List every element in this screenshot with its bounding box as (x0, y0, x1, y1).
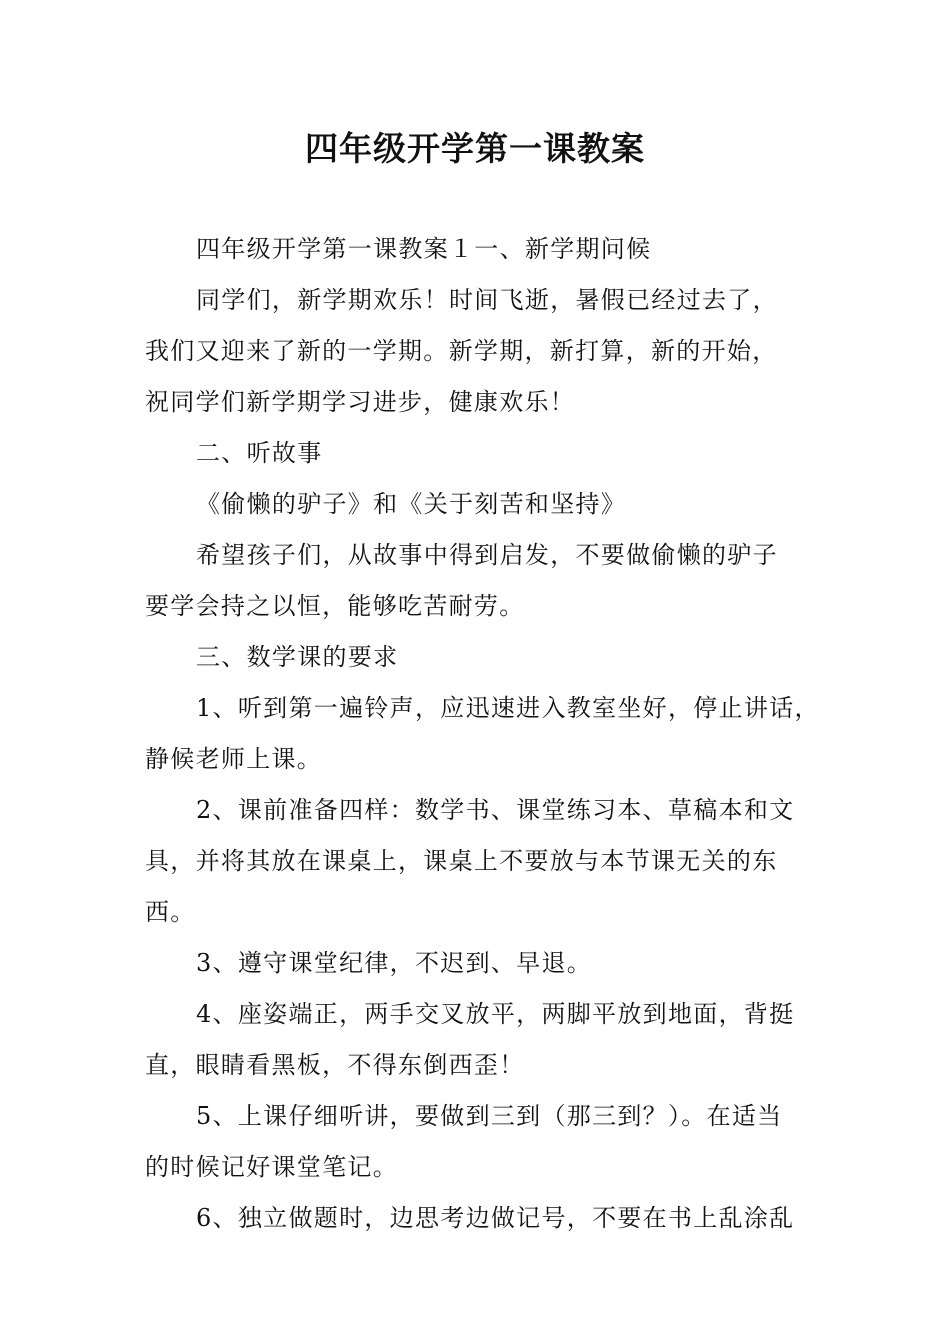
section-heading: 三、数学课的要求 (196, 643, 399, 671)
document-body (145, 224, 835, 1244)
list-item: 3、遵守课堂纪律，不迟到、早退。 (196, 949, 593, 977)
list-item: 2、课前准备四样：数学书、课堂练习本、草稿本和文 (196, 796, 795, 824)
paragraph-line: 四年级开学第一课教案１一、新学期问候 (196, 235, 652, 263)
paragraph-line: 同学们，新学期欢乐！时间飞逝，暑假已经过去了， (196, 286, 778, 314)
list-item: 6、独立做题时，边思考边做记号，不要在书上乱涂乱 (196, 1204, 795, 1232)
section-heading: 二、听故事 (196, 439, 323, 467)
list-item-continuation: 具，并将其放在课桌上，课桌上不要放与本节课无关的东 (145, 847, 778, 875)
list-item-continuation: 西。 (145, 898, 196, 926)
paragraph-line: 我们又迎来了新的一学期。新学期，新打算，新的开始， (145, 337, 778, 365)
paragraph-line: 《偷懒的驴子》和《关于刻苦和坚持》 (196, 490, 627, 518)
list-item-continuation: 静候老师上课。 (145, 745, 323, 773)
list-item: 1、听到第一遍铃声，应迅速进入教室坐好，停止讲话， (196, 694, 820, 722)
paragraph-line: 祝同学们新学期学习进步，健康欢乐！ (145, 388, 576, 416)
list-item-continuation: 直，眼睛看黑板，不得东倒西歪！ (145, 1051, 525, 1079)
paragraph-line: 希望孩子们，从故事中得到启发，不要做偷懒的驴子 (196, 541, 778, 569)
list-item-continuation: 的时候记好课堂笔记。 (145, 1153, 398, 1181)
page-title: 四年级开学第一课教案 (305, 129, 645, 168)
list-item: 4、座姿端正，两手交叉放平，两脚平放到地面，背挺 (196, 1000, 795, 1028)
list-item: 5、上课仔细听讲，要做到三到（那三到？）。在适当 (196, 1102, 783, 1130)
paragraph-line: 要学会持之以恒，能够吃苦耐劳。 (145, 592, 525, 620)
